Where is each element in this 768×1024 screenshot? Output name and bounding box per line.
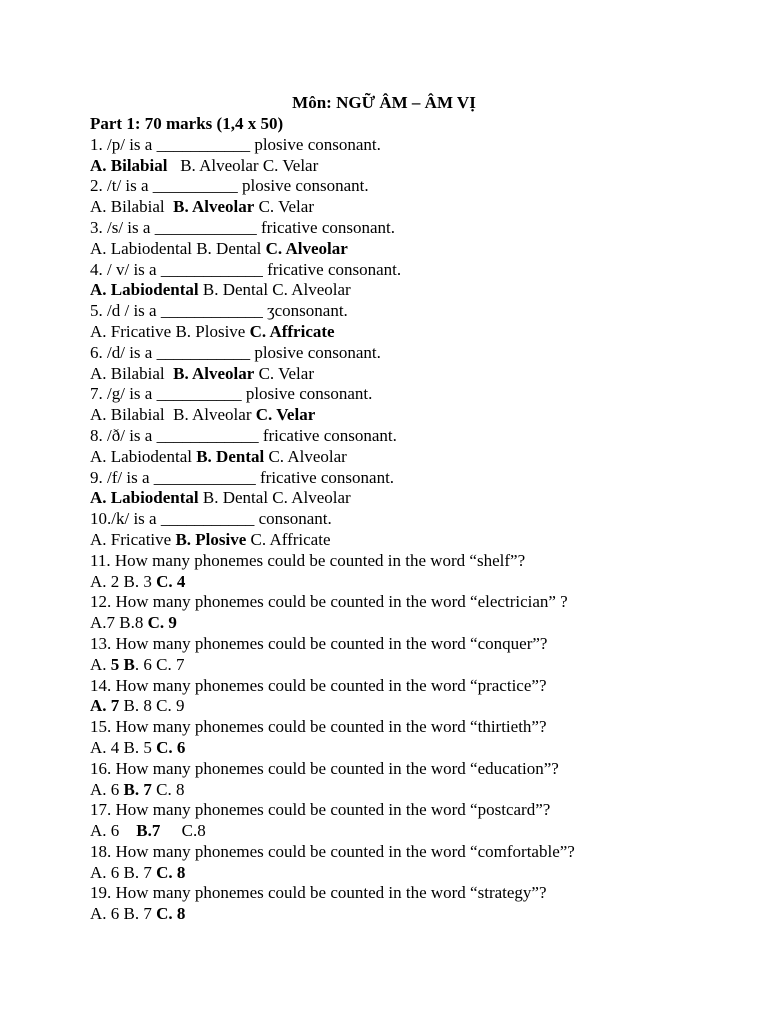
- answer-options: [90, 904, 730, 925]
- answer-option-text: B. Alveolar C. Velar: [167, 155, 319, 175]
- answer-option-text: C. Velar: [254, 363, 314, 383]
- answer-option-text: A. 6: [90, 779, 124, 799]
- correct-answer: B. Alveolar: [173, 363, 255, 383]
- question-text: 14. How many phonemes could be counted in the word “practice”?: [90, 675, 547, 695]
- answer-options: [90, 613, 730, 634]
- answer-options: [90, 821, 730, 842]
- answer-options: [90, 863, 730, 884]
- question-text: 15. How many phonemes could be counted in the word “thirtieth”?: [90, 717, 547, 737]
- question-text: 1. /p/ is a ___________ plosive consonant.: [90, 134, 381, 154]
- correct-answer: C. 8: [156, 862, 186, 882]
- answer-option-text: A. Fricative B. Plosive: [90, 321, 250, 341]
- answer-option-text: A. Bilabial B. Alveolar: [90, 405, 256, 425]
- answer-options: [90, 156, 730, 177]
- document-title: Môn: NGỮ ÂM – ÂM VỊ: [292, 93, 476, 112]
- question-text: 9. /f/ is a ____________ fricative consonant.: [90, 467, 395, 487]
- answer-option-text: A. Labiodental B. Dental: [90, 238, 266, 258]
- correct-answer: C. 9: [147, 613, 177, 633]
- answer-option-text: C. 8: [151, 779, 185, 799]
- correct-answer: C. 8: [156, 904, 186, 924]
- document-body: [90, 114, 730, 925]
- question-text: 17. How many phonemes could be counted in the word “postcard”?: [90, 800, 551, 820]
- answer-option-text: C.8: [160, 821, 206, 841]
- question-text: 12. How many phonemes could be counted in the word “electrician” ?: [90, 592, 568, 612]
- answer-option-text: A. Labiodental: [90, 446, 197, 466]
- correct-answer: A. Bilabial: [90, 155, 168, 175]
- question-text: 18. How many phonemes could be counted in the word “comfortable”?: [90, 841, 575, 861]
- answer-option-text: C. Velar: [254, 197, 314, 217]
- answer-option-text: A. Bilabial: [90, 197, 174, 217]
- answer-option-text: A.: [90, 654, 111, 674]
- correct-answer: B. Dental: [196, 446, 265, 466]
- answer-options: [90, 655, 730, 676]
- question-text: 11. How many phonemes could be counted in the word “shelf”?: [90, 550, 526, 570]
- correct-answer: B.7: [136, 821, 161, 841]
- question-text: 3. /s/ is a ____________ fricative consonant.: [90, 217, 396, 237]
- correct-answer: C. 4: [156, 571, 186, 591]
- answer-options: [90, 447, 730, 468]
- correct-answer: C. 6: [156, 737, 186, 757]
- question-text: 2. /t/ is a __________ plosive consonant.: [90, 176, 369, 196]
- answer-options: [90, 280, 730, 301]
- part-heading: Part 1: 70 marks (1,4 x 50): [90, 114, 284, 133]
- question-text: 10./k/ is a ___________ consonant.: [90, 509, 332, 529]
- answer-option-text: A. Bilabial: [90, 363, 174, 383]
- correct-answer: A. Labiodental: [90, 488, 199, 508]
- answer-option-text: A. 6 B. 7: [90, 904, 157, 924]
- correct-answer: A. Labiodental: [90, 280, 199, 300]
- question-text: 6. /d/ is a ___________ plosive consonant.: [90, 342, 381, 362]
- answer-options: [90, 322, 730, 343]
- answer-options: [90, 572, 730, 593]
- answer-option-text: A. 6 B. 7: [90, 862, 157, 882]
- answer-options: [90, 239, 730, 260]
- answer-options: [90, 197, 730, 218]
- question-text: 13. How many phonemes could be counted in the word “conquer”?: [90, 633, 548, 653]
- correct-answer: C. Affricate: [249, 321, 335, 341]
- correct-answer: B. Alveolar: [173, 197, 255, 217]
- correct-answer: B. Plosive: [175, 529, 247, 549]
- question-text: 7. /g/ is a __________ plosive consonant.: [90, 384, 373, 404]
- correct-answer: B. 7: [123, 779, 152, 799]
- answer-options: [90, 696, 730, 717]
- answer-option-text: C. Alveolar: [264, 446, 347, 466]
- answer-options: [90, 405, 730, 426]
- question-text: 4. / v/ is a ____________ fricative consonant.: [90, 259, 402, 279]
- answer-option-text: A.7 B.8: [90, 613, 148, 633]
- question-text: 8. /ð/ is a ____________ fricative consonant.: [90, 425, 397, 445]
- answer-options: [90, 780, 730, 801]
- answer-option-text: . 6 C. 7: [134, 654, 185, 674]
- question-text: 19. How many phonemes could be counted in the word “strategy”?: [90, 883, 547, 903]
- answer-options: [90, 530, 730, 551]
- answer-option-text: B. Dental C. Alveolar: [198, 280, 351, 300]
- correct-answer: 5 B: [110, 654, 135, 674]
- correct-answer: C. Velar: [255, 405, 316, 425]
- answer-option-text: C. Affricate: [246, 529, 331, 549]
- correct-answer: C. Alveolar: [265, 238, 348, 258]
- answer-option-text: B. 8 C. 9: [119, 696, 185, 716]
- answer-options: [90, 364, 730, 385]
- answer-options: [90, 488, 730, 509]
- question-text: 5. /d / is a ____________ ʒconsonant.: [90, 301, 348, 321]
- answer-options: [90, 738, 730, 759]
- correct-answer: A. 7: [90, 696, 120, 716]
- answer-option-text: B. Dental C. Alveolar: [198, 488, 351, 508]
- answer-option-text: A. 6: [90, 821, 137, 841]
- answer-option-text: A. 4 B. 5: [90, 737, 157, 757]
- answer-option-text: A. Fricative: [90, 529, 176, 549]
- answer-option-text: A. 2 B. 3: [90, 571, 157, 591]
- question-text: 16. How many phonemes could be counted in the word “education”?: [90, 758, 559, 778]
